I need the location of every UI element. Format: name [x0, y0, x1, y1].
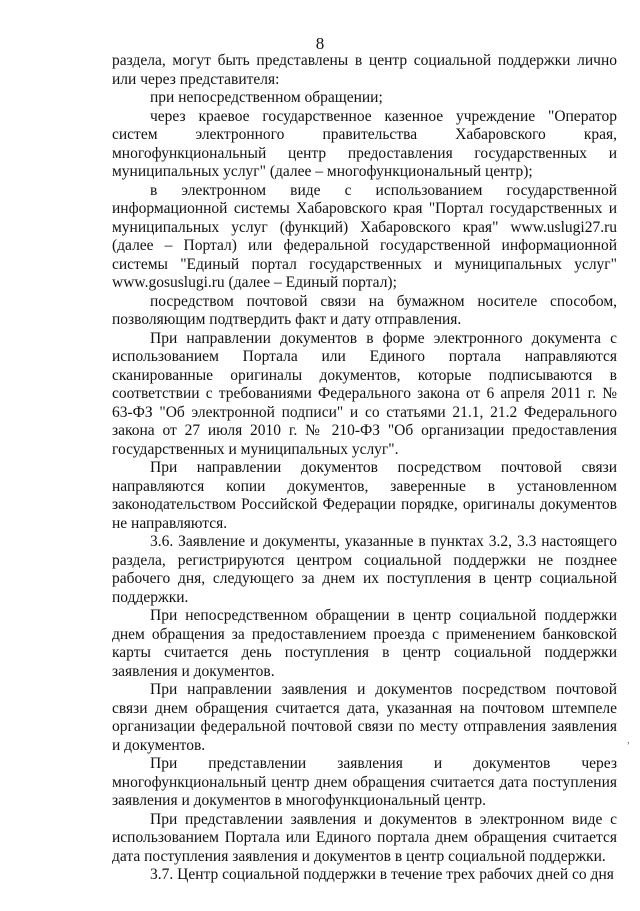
page-number: 8 — [315, 34, 325, 53]
paragraph: 3.7. Центр социальной поддержки в течение трех рабочих дней со дня — [150, 866, 614, 883]
paragraph: При направлении заявления и документов посредством почтовой связи днем обращения считается дата, указанная на почтовом штемпеле организации федеральной почтовой связи по месту отправления заявления и документов. — [112, 681, 617, 754]
paragraph: При направлении документов посредством почтовой связи направляются копии документов, заверенные в установленном законодательством Российской Федерации порядке, оригиналы документов не направляются. — [112, 459, 617, 532]
paragraph: посредством почтовой связи на бумажном носителе способом, позволяющим подтвердить факт и дату отправления. — [112, 292, 617, 328]
paragraph: раздела, могут быть представлены в центр социальной поддержки лично или через представителя: — [112, 52, 617, 88]
paragraph: При направлении документов в форме электронного документа с использованием Портала или Единого портала направляются сканированные оригиналы документов, которые подписываются в соответствии с требованиями Федерального закона от 6 апреля 2011 г. № 63-ФЗ "Об электронной подписи" и со статьями 21.1, 21.2 Федерального закона от 27 июля 2010 г. № 210-ФЗ "Об организации предоставления государственных и муниципальных услуг". — [112, 329, 617, 458]
paragraph: 3.6. Заявление и документы, указанные в пунктах 3.2, 3.3 настоящего раздела, регистрируются центром социальной поддержки не позднее рабочего дня, следующего за днем их поступления в центр социальной поддержки. — [112, 533, 617, 606]
paragraph: при непосредственном обращении; — [150, 89, 383, 106]
paragraph: При непосредственном обращении в центр социальной поддержки днем обращения за предоставлением проезда с применением банковской карты считается день поступления в центр социальной поддержки заявления и документов. — [112, 607, 617, 680]
document-body — [112, 52, 617, 885]
paragraph: При представлении заявления и документов в электронном виде с использованием Портала или Единого портала днем обращения считается дата поступления заявления и документов в центр социальной поддержки. — [112, 810, 617, 865]
paragraph: в электронном виде с использованием государственной информационной системы Хабаровского края "Портал государственных и муниципальных услуг (функций) Хабаровского края" www.uslugi27.ru (далее – Портал) или федеральной государственной информационной системы "Единый портал государственных и муниципальных услуг" www.gosuslugi.ru (далее – Единый портал); — [112, 181, 617, 291]
paragraph: При представлении заявления и документов через многофункциональный центр днем обращения считается дата поступления заявления и документов в многофункциональный центр. — [112, 755, 617, 809]
paragraph: через краевое государственное казенное учреждение "Оператор систем электронного правительства Хабаровского края, многофункциональный центр предоставления государственных и муниципальных услуг" (далее – многофункциональный центр); — [112, 107, 617, 180]
margin-scan-mark: ‚ — [626, 735, 630, 746]
